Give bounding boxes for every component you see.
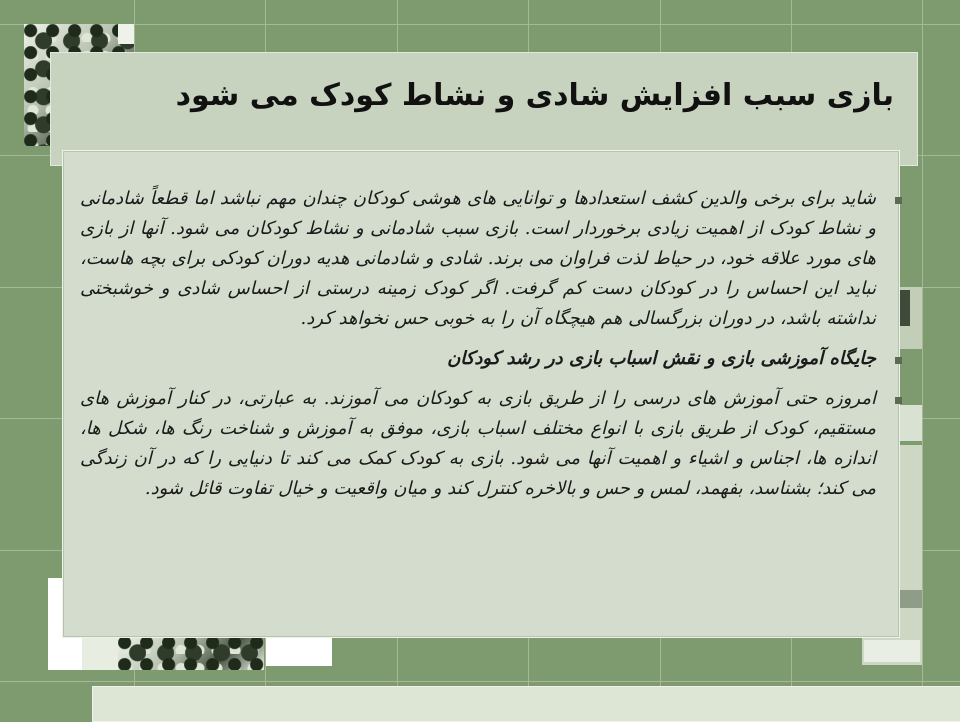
deco-square [266,636,332,666]
bullet-paragraph: شاید برای برخی والدین کشف استعدادها و توانایی های هوشی کودکان چندان مهم نباشد اما قطعاً شادمانی و نشاط کودک از اهمیت زیادی برخوردار است. بازی سبب شادمانی و نشاط کودکان می شود. آنها از بازی های مورد علاقه خود، در حیاط لذت فراوان می برند. شادی و شادمانی هدیه دوران کودکی برای بچه هاست، نباید این احساس را در کودکان دست کم گرفت. اگر کودک زمینه درستی از احساس شادی و خوشبختی نداشته باشد، در دوران بزرگسالی هم هیچگاه آن را به خوبی حس نخواهد کرد. [80,184,892,334]
bullet-heading: جایگاه آموزشی بازی و نقش اسباب بازی در رشد کودکان [80,344,892,374]
content-body [80,184,892,514]
bullet-paragraph: امروزه حتی آموزش های درسی را از طریق بازی به کودکان می آموزند. به عبارتی، در کنار آموزش های مستقیم، کودک از طریق بازی با انواع مختلف اسباب بازی، موفق به آموزش و شناخت رنگ ها، شکل ها، اندازه ها، اجناس و اشیاء و اهمیت آنها می شود. بازی به کودک کمک می کند تا دنیایی را که در آن زندگی می کند؛ بشناسد، بفهمد، لمس و حس و بالاخره کنترل کند و میان واقعیت و خیال تفاوت قائل شود. [80,384,892,504]
page-title: بازی سبب افزایش شادی و نشاط کودک می شود [175,78,894,113]
deco-square [118,24,134,44]
grid-line [922,0,923,720]
grid-line [0,24,960,25]
grid-line [0,681,960,682]
deco-square [82,636,118,670]
deco-square [864,640,920,662]
foliage-image [118,636,264,670]
bottom-band [92,686,960,722]
